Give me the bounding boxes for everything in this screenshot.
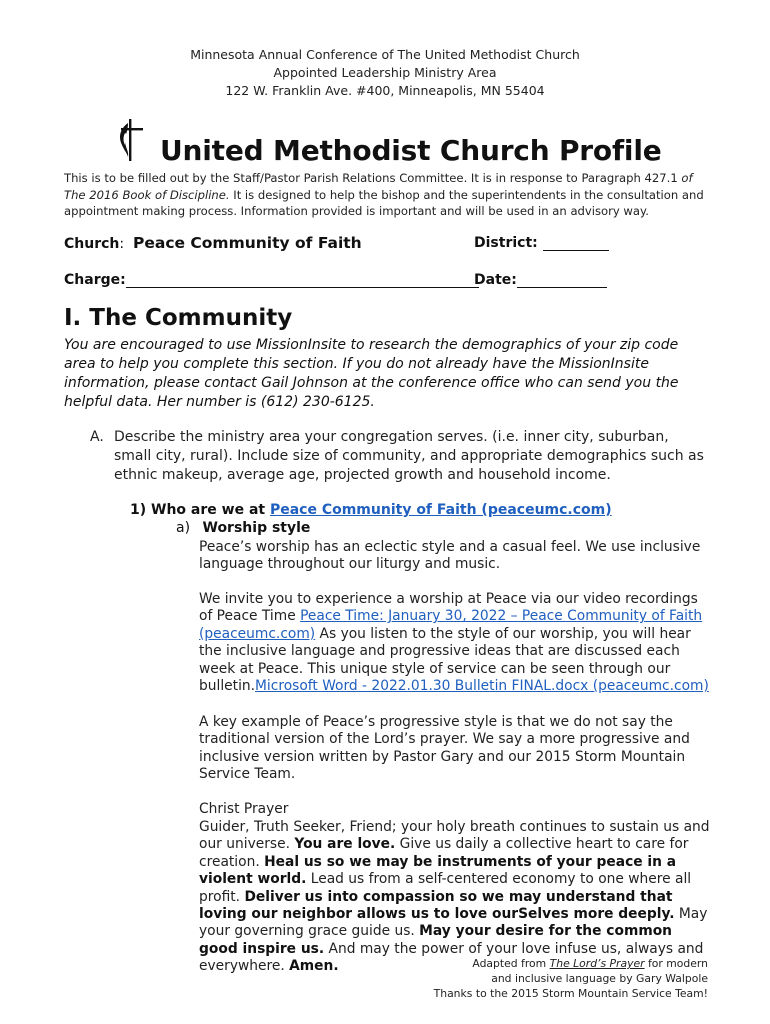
worship-paragraph-1: Peace’s worship has an eclectic style and a casual feel. We use inclusive language throughout our liturgy and music.: [199, 539, 701, 573]
district-label: District:: [474, 235, 538, 251]
worship-style-heading: Worship style: [202, 520, 311, 536]
prayer-segment: Heal us so we may be instruments of your peace in a violent world.: [199, 853, 677, 888]
worship-paragraph-3: A key example of Peace’s progressive style is that we do not say the traditional version of the Lord’s prayer. We say a more progressive and inclusive version written by Pastor Gary and our 2015 Storm Mountain Service Team.: [199, 714, 690, 783]
prayer-segment: You are love.: [294, 836, 396, 853]
sub-item-a: [176, 520, 310, 536]
church-colon: :: [119, 236, 125, 252]
peace-website-link[interactable]: Peace Community of Faith (peaceumc.com): [269, 502, 612, 518]
peace-time-video-link[interactable]: Peace Time: January 30, 2022 – Peace Community of Faith (peaceumc.com): [199, 608, 703, 642]
conference-name: Minnesota Annual Conference of The United Methodist Church: [190, 47, 580, 62]
prayer-segment: May your governing grace guide us.: [199, 906, 708, 940]
prayer-segment: Guider, Truth Seeker, Friend; your holy breath continues to sustain us and our universe.: [199, 819, 710, 853]
prayer-segment: Lead us from a self-centered economy to one where all profit.: [199, 871, 692, 905]
section-heading: I. The Community: [64, 305, 293, 331]
cross-and-flame-icon: [116, 117, 148, 163]
prayer-segment: May your desire for the common good inspire us.: [199, 923, 673, 957]
credit-post: for modern: [644, 957, 708, 970]
worship-p2-mid: As you listen to the style of our worship, you will hear the inclusive language and progressive ideas that are discussed each week at Peace. This unique style of service can be seen through our bulletin.: [199, 625, 691, 695]
church-label: Church: [64, 236, 120, 252]
prayer-credit-line-2: and inclusive language by Gary Walpole: [491, 972, 708, 985]
prayer-segment: Give us daily a collective heart to care for creation.: [199, 836, 689, 870]
prayer-credit-line-3: Thanks to the 2015 Storm Mountain Service Team!: [433, 987, 708, 1000]
charge-input-line[interactable]: [126, 273, 479, 288]
intro-paragraph: [64, 170, 714, 220]
church-name-value: Peace Community of Faith: [132, 234, 362, 252]
ministry-area: Appointed Leadership Ministry Area: [273, 65, 497, 80]
question-1-prefix: 1) Who are we at: [130, 502, 270, 518]
page-title: United Methodist Church Profile: [160, 134, 662, 167]
item-a: [90, 428, 710, 485]
christ-prayer-text: [199, 819, 711, 976]
district-field: [474, 235, 609, 251]
item-a-text: Describe the ministry area your congregation serves. (i.e. inner city, suburban, small city, rural). Include size of community, and appropriate demographics such as ethnic makeup, average age, projected growth and household income.: [114, 429, 704, 483]
intro-text-1: This is to be filled out by the Staff/Pastor Parish Relations Committee. It is in response to Paragraph 427.1: [64, 171, 682, 185]
intro-text-italic: of The 2016 Book of Discipline.: [64, 171, 693, 202]
credit-pre: Adapted from: [472, 957, 550, 970]
prayer-title: Christ Prayer: [199, 801, 289, 817]
question-1: [130, 502, 612, 518]
bulletin-link[interactable]: Microsoft Word - 2022.01.30 Bulletin FINAL.docx (peaceumc.com): [255, 678, 709, 695]
church-field: [64, 234, 362, 252]
worship-p2-start: We invite you to experience a worship at Peace via our video recordings of Peace Time: [199, 591, 698, 625]
date-input-line[interactable]: [517, 273, 607, 288]
intro-text-2: It is designed to help the bishop and the superintendents in the consultation and appointment making process. Information provided is important and will be used in an advisory way.: [64, 187, 704, 218]
item-a-marker: A.: [90, 429, 104, 445]
date-field: [474, 272, 607, 288]
date-label: Date:: [474, 272, 517, 288]
prayer-credit-line-1: [388, 957, 708, 972]
credit-lords-prayer: The Lord’s Prayer: [549, 957, 645, 970]
prayer-segment: And may the power of your love infuse us, always and everywhere.: [199, 940, 704, 975]
charge-field: [64, 272, 479, 288]
prayer-segment: Deliver us into compassion so we may understand that loving our neighbor allows us to love ourSelves more deeply.: [199, 888, 675, 923]
prayer-segment: Amen.: [289, 958, 339, 975]
sub-item-a-marker: a): [176, 520, 191, 536]
district-input-line[interactable]: [543, 236, 609, 251]
missioninsite-note: You are encouraged to use MissionInsite to research the demographics of your zip code area to help you complete this section. If you do not already have the MissionInsite information, please contact Gail Johnson at the conference office who can send you the helpful data. Her number is (612) 230-6125.: [64, 337, 679, 410]
charge-label: Charge:: [64, 272, 126, 288]
conference-address: 122 W. Franklin Ave. #400, Minneapolis, MN 55404: [225, 83, 545, 98]
worship-paragraph-2: [199, 591, 711, 695]
